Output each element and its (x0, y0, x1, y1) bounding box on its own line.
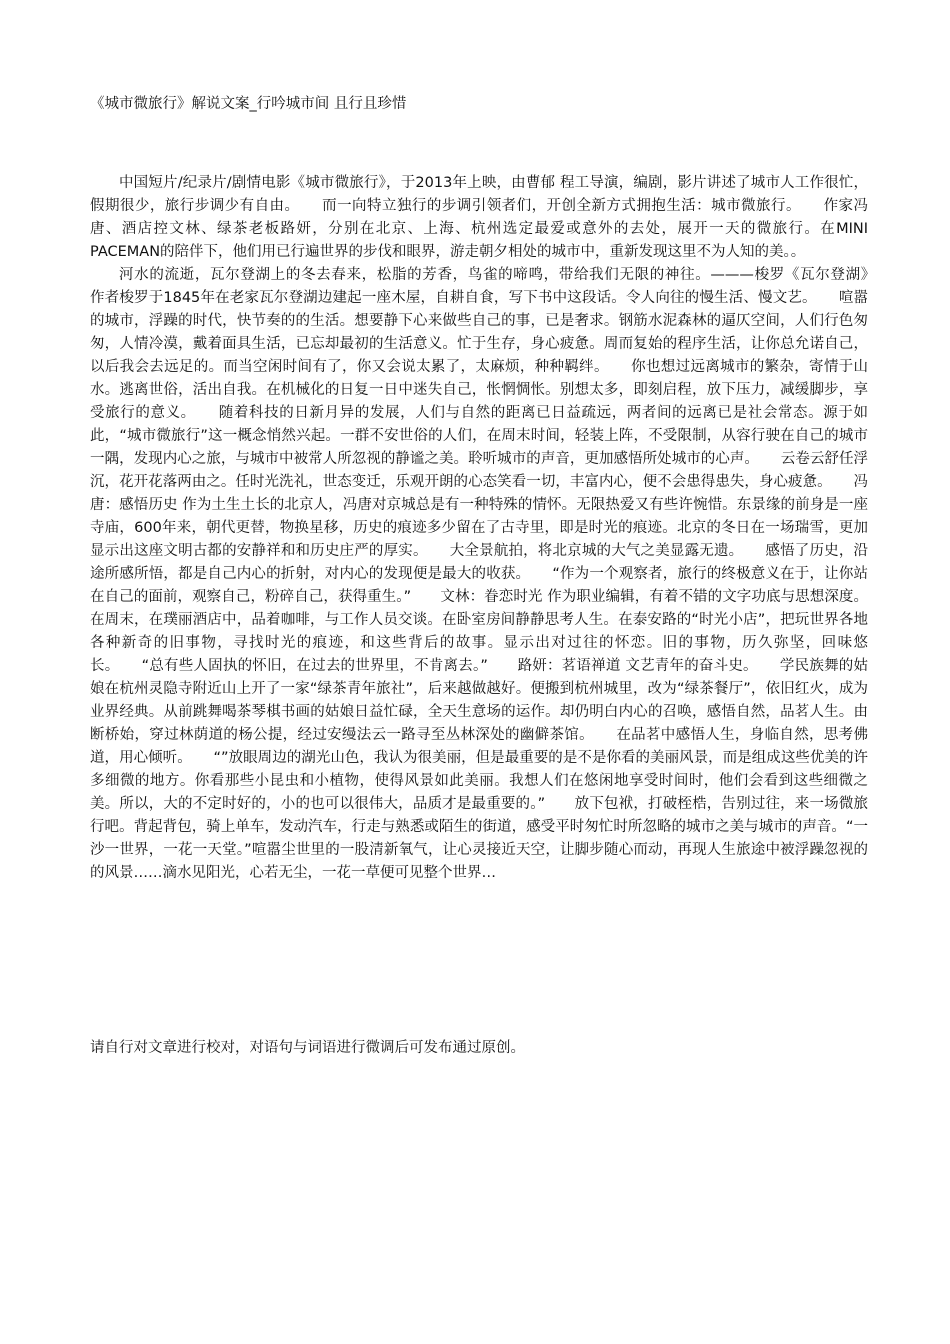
article-body (90, 172, 897, 885)
footer-note: 请自行对文章进行校对，对语句与词语进行微调后可发布通过原创。 (90, 1040, 525, 1056)
document-title: 《城市微旅行》解说文案_行吟城市间 且行且珍惜 (90, 96, 407, 112)
article-paragraph-main: 河水的流逝，瓦尔登湖上的冬去春来，松脂的芳香，鸟雀的啼鸣，带给我们无限的神往。———梭罗《瓦尔登湖》 作者梭罗于1845年在老家瓦尔登湖边建起一座木屋，自耕自食，写下书中这段话。令人向往的慢生活、慢文艺。 喧嚣的城市，浮躁的时代，快节奏的的生活。想要静下心来做些自己的事，已是奢求。钢筋水泥森林的逼仄空间，人们行色匆匆，人情冷漠，戴着面具生活，已忘却最初的生活意义。忙于生存，身心疲惫。周而复始的程序生活，让你总允诺自己，以后我会去远足的。而当空闲时间有了，你又会说太累了，太麻烦，种种羁绊。 你也想过远离城市的繁杂，寄情于山水。逃离世俗，活出自我。在机械化的日复一日中迷失自己，怅惘惆怅。别想太多，即刻启程，放下压力，减缓脚步，享受旅行的意义。 随着科技的日新月异的发展，人们与自然的距离已日益疏远，两者间的远离已是社会常态。源于如此，“城市微旅行”这一概念悄然兴起。一群不安世俗的人们，在周末时间，轻装上阵，不受限制，从容行驶在自己的城市一隅，发现内心之旅，与城市中被常人所忽视的静谧之美。聆听城市的声音，更加感悟所处城市的心声。 云卷云舒任浮沉，花开花落两由之。任时光洗礼，世态变迁，乐观开朗的心态笑看一切，丰富内心，便不会患得患失，身心疲惫。 冯唐：感悟历史 作为土生土长的北京人，冯唐对京城总是有一种特殊的情怀。无限热爱又有些许惋惜。东景缘的前身是一座寺庙，600年来，朝代更替，物换星移，历史的痕迹多少留在了古寺里，即是时光的痕迹。北京的冬日在一场瑞雪，更加显示出这座文明古都的安静祥和和历史庄严的厚实。 大全景航拍，将北京城的大气之美显露无遗。 感悟了历史，沿途所感所悟，都是自己内心的折射，对内心的发现便是最大的收获。 “作为一个观察者，旅行的终极意义在于，让你站在自己的面前，观察自己，粉碎自己，获得重生。” 文林：眷恋时光 作为职业编辑，有着不错的文字功底与思想深度。在周末，在璞丽酒店中，品着咖啡，与工作人员交谈。在卧室房间静静思考人生。在泰安路的“时光小店”，把玩世界各地各种新奇的旧事物，寻找时光的痕迹，和这些背后的故事。显示出对过往的怀恋。旧的事物，历久弥坚，回味悠长。 “总有些人固执的怀旧，在过去的世界里，不肯离去。” 路妍：茗语禅道 文艺青年的奋斗史。 学民族舞的姑娘在杭州灵隐寺附近山上开了一家“绿茶青年旅社”，后来越做越好。便搬到杭州城里，改为“绿茶餐厅”，依旧红火，成为业界经典。从前跳舞喝茶琴棋书画的姑娘日益忙碌，全天生意场的运作。却仍明白内心的召唤，感悟自然，品茗人生。由断桥始，穿过林荫道的杨公提，经过安缦法云一路寻至丛林深处的幽僻茶馆。 在品茗中感悟人生，身临自然，思考佛道，用心倾听。 “”放眼周边的湖光山色，我认为很美丽，但是最重要的是不是你看的美丽风景，而是组成这些优美的许多细微的地方。你看那些小昆虫和小植物，使得风景如此美丽。我想人们在悠闲地享受时间时，他们会看到这些细微之美。所以，大的不定时好的，小的也可以很伟大，品质才是最重要的。” 放下包袱，打破桎梏，告别过往，来一场微旅行吧。背起背包，骑上单车，发动汽车，行走与熟悉或陌生的街道，感受平时匆忙时所忽略的城市之美与城市的声音。“一沙一世界，一花一天堂。”喧嚣尘世里的一股清新氧气，让心灵接近天空，让脚步随心而动，再现人生旅途中被浮躁忽视的的风景……滴水见阳光，心若无尘，一花一草便可见整个世界… (90, 267, 897, 881)
article-paragraph-intro: 中国短片/纪录片/剧情电影《城市微旅行》，于2013年上映，由曹郁 程工导演，编剧，影片讲述了城市人工作很忙，假期很少，旅行步调少有自由。 而一向特立独行的步调引领者们，开创全新方式拥抱生活：城市微旅行。 作家冯唐、酒店控文林、绿茶老板路妍，分别在北京、上海、杭州选定最爱或意外的去处，展开一天的微旅行。在MINI PACEMAN的陪伴下，他们用已行遍世界的步伐和眼界，游走朝夕相处的城市中，重新发现这里不为人知的美。。 (90, 175, 868, 260)
